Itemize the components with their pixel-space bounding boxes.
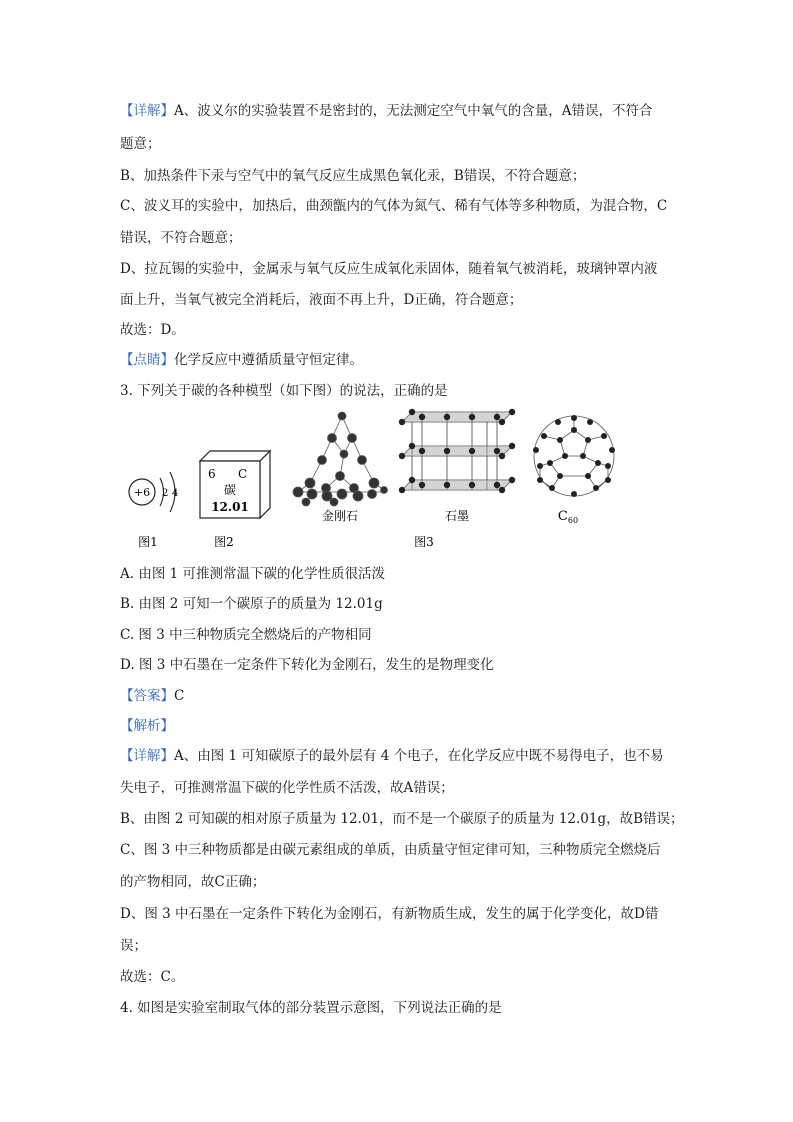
diamond-structure [293, 412, 388, 506]
carbon-models-figure [112, 408, 632, 556]
c60-label: $C_{60}$ [557, 509, 579, 525]
text-line: 【点睛】化学反应中遵循质量守恒定律。 [120, 352, 363, 368]
question-4: 4. 如图是实验室制取气体的部分装置示意图，下列说法正确的是 [120, 1000, 502, 1016]
atomic-mass: 12.01 [211, 500, 249, 514]
element-symbol: C [238, 467, 248, 481]
question-3: 3. 下列关于碳的各种模型（如下图）的说法，正确的是 [120, 383, 448, 399]
text-line: D、拉瓦锡的实验中，金属汞与氧气反应生成氧化汞固体，随着氧气被消耗，玻璃钟罩内液 [120, 261, 658, 277]
shell-1-count: 2 [162, 488, 169, 499]
graphite-structure [399, 409, 515, 493]
graphite-label: 石墨 [444, 509, 470, 523]
text-line: B、加热条件下汞与空气中的氧气反应生成黑色氧化汞，B错误，不符合题意； [120, 168, 586, 184]
text-line: 题意； [120, 136, 161, 152]
option-b: B. 由图 2 可知一个碳原子的质量为 12.01g [120, 596, 383, 612]
text-line: 故选：D。 [120, 322, 185, 338]
option-d: D. 图 3 中石墨在一定条件下转化为金刚石，发生的是物理变化 [120, 657, 494, 673]
shell-2-count: 4 [172, 488, 179, 499]
answer-line: 【答案】C [120, 688, 185, 704]
element-cell [200, 451, 270, 518]
text-line: C、波义耳的实验中，加热后，曲颈甑内的气体为氮气、稀有气体等多种物质，为混合物，C [120, 198, 668, 214]
fig2-caption: 图2 [214, 535, 234, 549]
text-line: 【详解】A、由图 1 可知碳原子的最外层有 4 个电子，在化学反应中既不易得电子，也不易 [120, 748, 664, 764]
text-line: 面上升，当氧气被完全消耗后，液面不再上升，D正确，符合题意； [120, 292, 523, 308]
text-line: C、图 3 中三种物质都是由碳元素组成的单质，由质量守恒定律可知，三种物质完全燃烧后 [120, 842, 661, 858]
fig3-caption: 图3 [414, 535, 434, 549]
text-line: B、由图 2 可知碳的相对原子质量为 12.01，而不是一个碳原子的质量为 12.01g，故B错误； [120, 811, 684, 827]
section-tag: 【详解】 [120, 103, 174, 119]
text-line: 的产物相同，故C正确； [120, 874, 266, 890]
section-tag: 【答案】 [120, 688, 174, 704]
diamond-label: 金刚石 [321, 509, 359, 523]
section-tag: 【解析】 [120, 718, 174, 734]
text-line: 失电子，可推测常温下碳的化学性质不活泼，故A错误； [120, 780, 454, 796]
nucleus-charge: +6 [133, 486, 151, 499]
option-c: C. 图 3 中三种物质完全燃烧后的产物相同 [120, 627, 372, 643]
atom-structure-diagram [129, 472, 178, 512]
section-tag: 【详解】 [120, 748, 174, 764]
fig1-caption: 图1 [138, 535, 158, 549]
text-line: 误； [120, 938, 147, 954]
text-line: D、图 3 中石墨在一定条件下转化为金刚石，有新物质生成，发生的属于化学变化，故D错 [120, 906, 659, 922]
element-name: 碳 [223, 483, 237, 497]
atomic-number: 6 [208, 467, 216, 481]
carbon-models-svg [112, 408, 632, 556]
section-tag: 【点睛】 [120, 352, 174, 368]
text-line: 故选：C。 [120, 969, 185, 985]
analysis-heading [120, 716, 680, 736]
text-line: 【详解】A、波义尔的实验装置不是密封的，无法测定空气中氧气的含量，A错误，不符合 [120, 103, 653, 119]
option-a: A. 由图 1 可推测常温下碳的化学性质很活泼 [120, 566, 386, 582]
text-line: 错误，不符合题意； [120, 230, 242, 246]
c60-structure [533, 415, 615, 497]
